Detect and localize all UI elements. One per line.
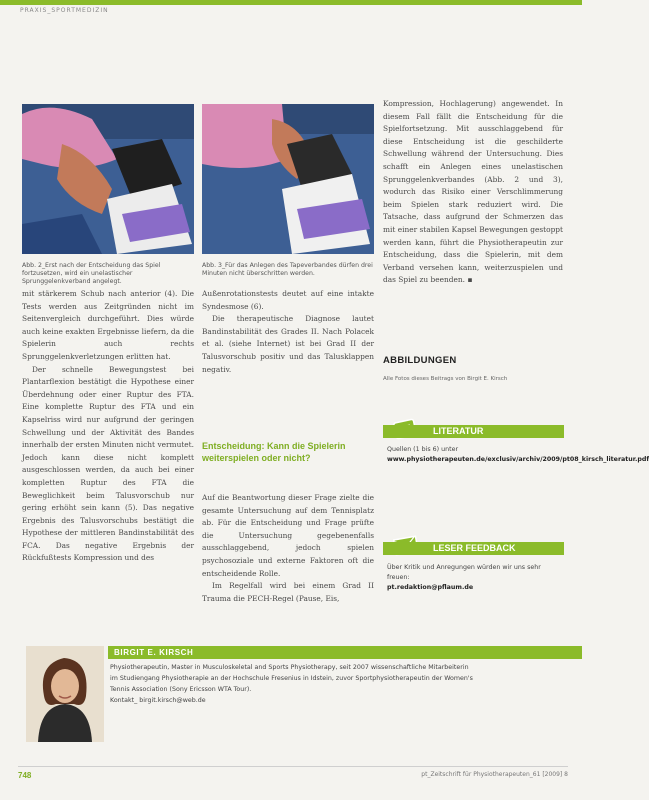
author-name: BIRGIT E. KIRSCH (114, 648, 194, 657)
figure-2-photo (22, 104, 194, 254)
paragraph: Im Regelfall wird bei einem Grad II Trauma die PECH-Regel (Pause, Eis, (202, 581, 374, 603)
figure-3-caption: Abb. 3_Für das Anlegen des Tapeverbandes dürfen drei Minuten nicht überschritten werden. (202, 262, 373, 277)
body-column-2b (202, 492, 374, 605)
feedback-line: Über Kritik und Anregungen würden wir uns sehr freuen: (387, 564, 541, 581)
journal-footer: pt_Zeitschrift für Physiotherapeuten_61 [2009] 8 (421, 771, 568, 778)
photo-credit-note: Alle Fotos dieses Beitrags von Birgit E. Kirsch (383, 376, 508, 382)
paragraph: Die therapeutische Diagnose lautet Bandinstabilität des Grades II. Nach Polacek et al. (siehe Internet) ist bei Grad II der Talusvorschub positiv und das Talusklappen negativ. (202, 314, 374, 374)
footer-rule (18, 766, 568, 767)
figure-2-caption: Abb. 2_Erst nach der Entscheidung das Spiel fortzusetzen, wird ein unelastischer Sprunggelenkverband angelegt. (22, 262, 161, 285)
author-photo (26, 646, 104, 742)
body-column-2 (202, 288, 374, 376)
feedback-email-link[interactable]: pt.redaktion@pflaum.de (387, 584, 474, 591)
author-bio (110, 662, 565, 706)
page-number: 748 (18, 771, 32, 780)
section-subheading: Entscheidung: Kann die Spielerin weiterspielen oder nicht? (202, 441, 346, 463)
feedback-text (387, 563, 562, 593)
top-accent-rule (0, 0, 582, 5)
paragraph: Der schnelle Bewegungstest bei Plantarflexion bestätigt die Hypothese einer Überdehnung oder einer Ruptur des FTA. Eine komplette Ruptur des FTA und ein Kapselriss wird nur aufgrund der geringen Schwellung und der Aktivität des Bandes innerhalb der ersten Minuten nicht vermutet. Jedoch kann diese nicht komplett ausgeschlossen werden, da auch bei einer kompletten Ruptur des FTA die Beweglichkeit beim Talusvorschub nur gering erhöht sein kann (5). Das negative Ergebnis des Talusvorschubs bestätigt die Hypothese der mittleren Bandinstabilität des FCA. Das negative Ergebnis der Rückfußtests Kompression und des (22, 364, 194, 563)
author-contact[interactable]: Kontakt_ birgit.kirsch@web.de (110, 697, 206, 704)
running-head: PRAXIS_SPORTMEDIZIN (20, 7, 109, 14)
paragraph: Kompression, Hochlagerung) angewendet. In diesem Fall fällt die Entscheidung für die Spielfortsetzung. Mit ausschlaggebend für diese Entscheidung ist die geschilderte Schwellung während der Untersuchung. Dies schafft ein Anlegen eines unelastischen Sprunggelenkverbandes (Abb. 2 und 3), wodurch das Risiko einer Verschlimmerung beim Spielen stark reduziert wird. Die Tatsache, dass aufgrund der Schmerzen das mit einer stabilen Kapsel Bewegungen gestoppt werden kann, führt die Physiotherapeutin zur Entscheidung, dass die Spielerin, mit dem Verband versehen kann, weiterzuspielen und das Spiel zu beenden. ▪ (383, 99, 563, 285)
paragraph: Auf die Beantwortung dieser Frage zielte die gesamte Untersuchung auf dem Tennisplatz ab. Für die Entscheidung und Frage prüfte die Untersuchung gegebenenfalls ausschlaggebend, jedoch spielen psychosoziale und externe Faktoren oft die entscheidende Rolle. (202, 493, 374, 578)
figure-3-photo (202, 104, 374, 254)
paragraph: mit stärkerem Schub nach anterior (4). Die Tests werden aus Zeitgründen nicht im Seitenvergleich durchgeführt. Dies würde auch keine exakten Ergebnisse liefern, da die Spielerin auch rechts Sprunggelenkverletzungen erlitten hat. (22, 289, 194, 361)
literatur-link[interactable]: www.physiotherapeuten.de/exclusiv/archiv/2009/pt08_kirsch_literatur.pdf (387, 456, 649, 463)
paragraph: Außenrotationstests deutet auf eine intakte Syndesmose (6). (202, 289, 374, 311)
feedback-title: LESER FEEDBACK (383, 542, 564, 555)
literatur-title: LITERATUR (383, 425, 564, 438)
author-bio-line: Physiotherapeutin, Master in Musculoskeletal and Sports Physiotherapy, seit 2007 wissenschaftliche Mitarbeiterin (110, 664, 469, 671)
body-column-3 (383, 98, 563, 287)
abbildungen-heading: ABBILDUNGEN (383, 355, 457, 366)
author-bio-line: im Studiengang Physiotherapie an der Hochschule Fresenius in Idstein, zuvor Sportphysiotherapeutin der Women's (110, 675, 473, 682)
literatur-text (387, 445, 649, 465)
body-column-1 (22, 288, 194, 565)
author-bio-line: Tennis Association (Sony Ericsson WTA Tour). (110, 686, 252, 693)
literatur-line: Quellen (1 bis 6) unter (387, 446, 459, 453)
